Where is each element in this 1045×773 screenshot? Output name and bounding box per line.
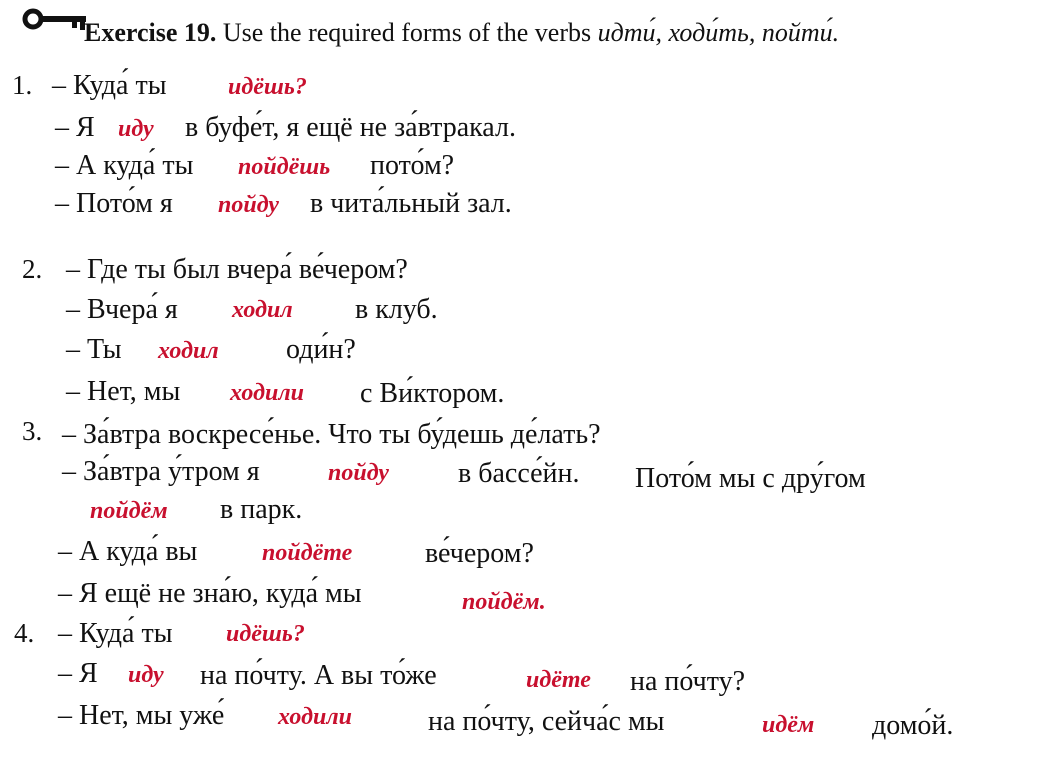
- line-text: в бассе́йн.: [458, 458, 580, 489]
- answer: идёте: [526, 667, 591, 693]
- line-text: в клуб.: [355, 294, 438, 325]
- answer: идёшь?: [226, 621, 305, 647]
- answer: ходили: [278, 704, 353, 730]
- line-text: – А куда́ вы: [58, 536, 198, 567]
- answer: иду: [128, 662, 164, 688]
- line-text: – А куда́ ты: [55, 150, 194, 181]
- line-text: Пото́м мы с дру́гом: [635, 463, 866, 494]
- line-text: – Нет, мы уже́: [58, 700, 225, 731]
- item-number: 1.: [12, 70, 33, 100]
- answer: пойдём: [90, 498, 168, 524]
- answer: ходили: [230, 380, 305, 406]
- answer: идём: [762, 712, 815, 738]
- item-number: 2.: [22, 254, 43, 284]
- exercise-header: [84, 20, 839, 46]
- line-text: – Я: [55, 112, 95, 143]
- line-text: в парк.: [220, 494, 303, 525]
- line-text: оди́н?: [286, 334, 356, 365]
- line-text: – Куда́ ты: [58, 618, 173, 649]
- line-text: домо́й.: [872, 710, 954, 741]
- answer: иду: [118, 116, 154, 142]
- line-text: – Я: [58, 658, 98, 689]
- line-text: – Где ты был вчера́ ве́чером?: [66, 254, 408, 285]
- instruction-text: Use the required forms of the verbs: [216, 18, 598, 47]
- item-number: 4.: [14, 618, 35, 648]
- line-text: – За́втра воскресе́нье. Что ты бу́дешь де́лать?: [62, 419, 601, 450]
- key-icon: [22, 8, 88, 32]
- item-number: 3.: [22, 416, 43, 446]
- line-text: в буфе́т, я ещё не за́втракал.: [185, 112, 516, 143]
- line-text: – Ты: [66, 334, 122, 365]
- line-text: – Пото́м я: [55, 188, 173, 219]
- line-text: – Куда́ ты: [52, 70, 167, 101]
- line-text: на по́чту?: [630, 666, 746, 697]
- line-text: с Ви́ктором.: [360, 378, 505, 409]
- answer: пойду: [218, 192, 279, 218]
- answer: пойдёшь: [238, 154, 331, 180]
- answer: идёшь?: [228, 74, 307, 100]
- answer: ходил: [158, 338, 219, 364]
- line-text: на по́чту, сейча́с мы: [428, 706, 665, 737]
- exercise-label: Exercise 19.: [84, 18, 217, 47]
- answer: пойду: [328, 460, 389, 486]
- answer: пойдём.: [462, 589, 546, 615]
- line-text: пото́м?: [370, 150, 455, 181]
- line-text: – За́втра у́тром я: [62, 456, 260, 487]
- line-text: ве́чером?: [425, 538, 534, 569]
- line-text: в чита́льный зал.: [310, 188, 512, 219]
- line-text: – Вчера́ я: [66, 294, 178, 325]
- line-text: на по́чту. А вы то́же: [200, 660, 437, 691]
- line-text: – Нет, мы: [66, 376, 181, 407]
- answer: ходил: [232, 297, 293, 323]
- answer: пойдёте: [262, 540, 353, 566]
- verbs-list: идти́, ходи́ть, пойти́.: [597, 18, 840, 47]
- line-text: – Я ещё не зна́ю, куда́ мы: [58, 578, 362, 609]
